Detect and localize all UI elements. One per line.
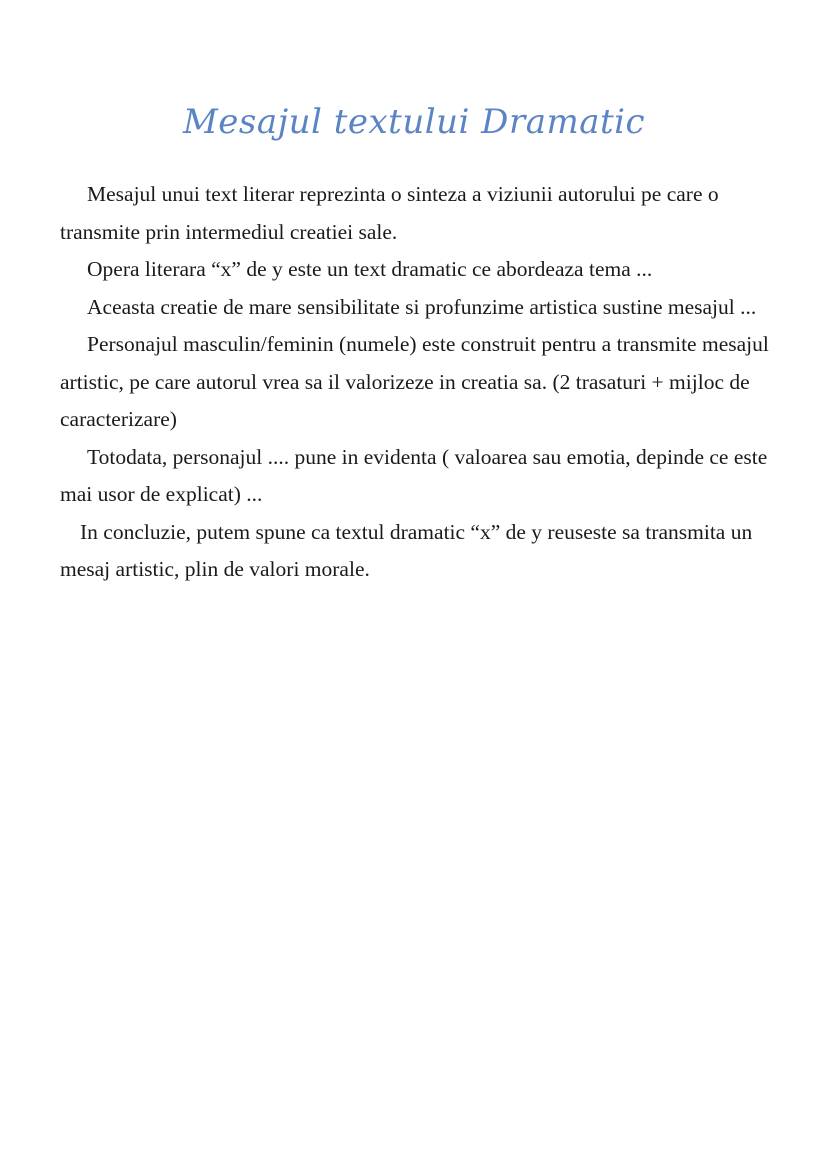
paragraph-opera: Opera literara “x” de y este un text dramatic ce abordeaza tema ... (87, 257, 653, 281)
paragraph-totodata: Totodata, personajul .... pune in evidenta ( valoarea sau emotia, depinde ce este mai usor de explicat) ... (60, 444, 768, 506)
document-title: Mesajul textului Dramatic (182, 102, 646, 142)
paragraph-concluzie: In concluzie, putem spune ca textul dramatic “x” de y reuseste sa transmita un mesaj artistic, plin de valori morale. (60, 519, 753, 581)
paragraph-personaj: Personajul masculin/feminin (numele) este construit pentru a transmite mesajul artistic, pe care autorul vrea sa il valorizeze in creatia sa. (2 trasaturi + mijloc de caracterizare) (60, 332, 769, 431)
document-body (60, 176, 774, 589)
paragraph-intro: Mesajul unui text literar reprezinta o sinteza a viziunii autorului pe care o transmite prin intermediul creatiei sale. (60, 182, 719, 244)
paragraph-creatie: Aceasta creatie de mare sensibilitate si profunzime artistica sustine mesajul ... (87, 294, 757, 319)
